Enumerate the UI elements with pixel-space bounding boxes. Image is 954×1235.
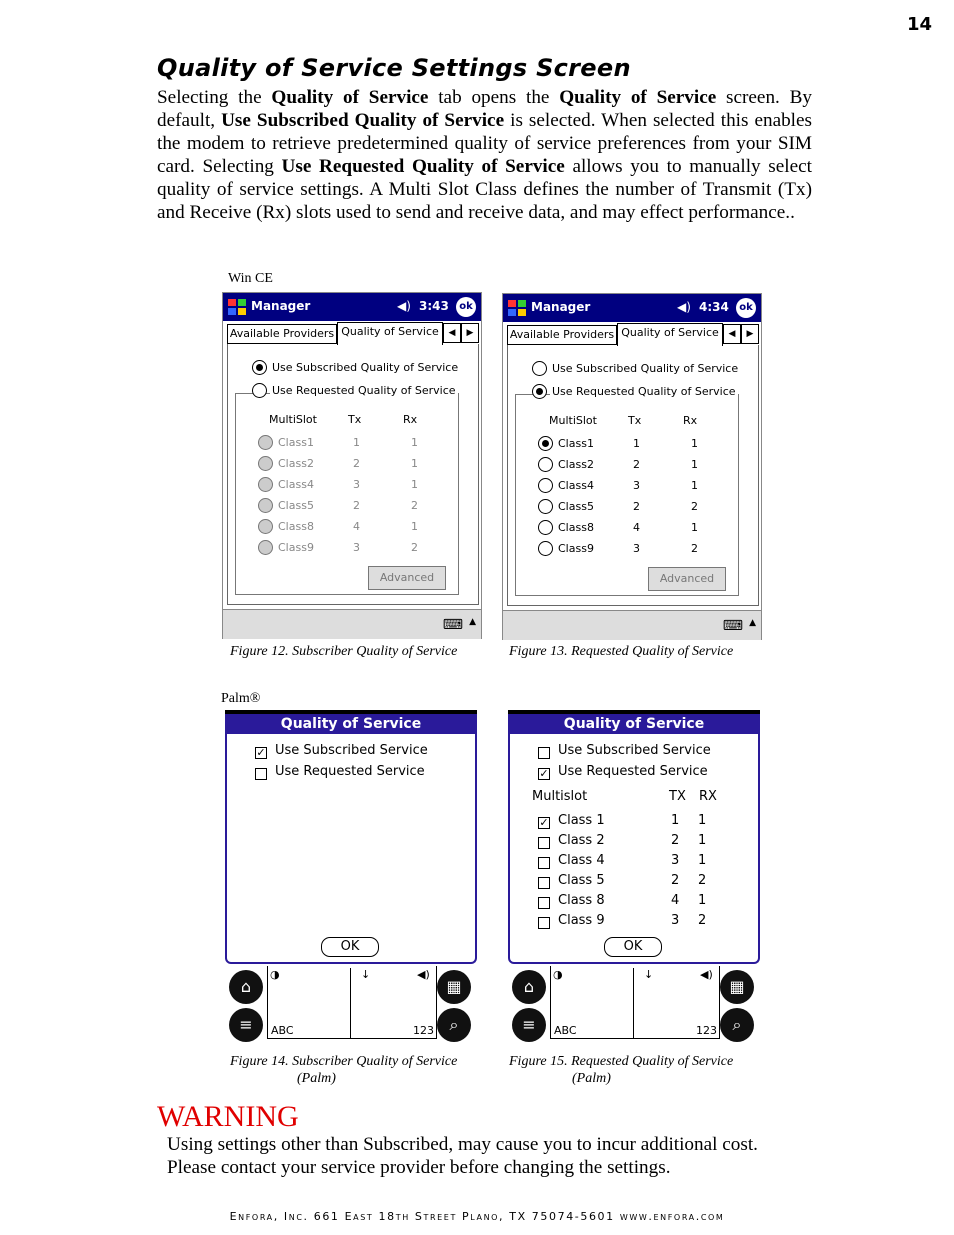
class-rx: 1 <box>691 479 698 492</box>
calculator-icon[interactable]: ▦ <box>720 970 754 1004</box>
requested-radio[interactable] <box>532 384 547 399</box>
class-name: Class5 <box>278 499 314 512</box>
palm-label: Palm® <box>221 691 261 706</box>
graffiti-divider <box>633 968 634 1038</box>
class-rx: 1 <box>691 521 698 534</box>
class-rx: 2 <box>698 913 707 928</box>
palm-title: Quality of Service <box>508 714 760 734</box>
figure-14-caption: Figure 14. Subscriber Quality of Service <box>230 1054 458 1069</box>
multislot-header: MultiSlot <box>269 413 317 426</box>
class-rx: 1 <box>698 833 707 848</box>
speaker-icon[interactable]: ◀) <box>700 968 713 981</box>
class-radio <box>258 540 273 555</box>
down-arrow-icon[interactable]: ↓ <box>644 968 654 981</box>
requested-label: Use Requested Quality of Service <box>552 385 736 398</box>
class-tx: 3 <box>671 853 680 868</box>
class-tx: 2 <box>353 457 360 470</box>
warning-text <box>167 1133 758 1179</box>
class-rx: 1 <box>698 893 707 908</box>
speaker-icon[interactable]: ◀) <box>397 299 411 313</box>
class-tx: 2 <box>671 833 680 848</box>
tx-header: TX <box>669 789 686 804</box>
class-rx: 1 <box>411 520 418 533</box>
class-name: Class 8 <box>558 893 605 908</box>
class-checkbox[interactable] <box>538 897 550 909</box>
class-rx: 1 <box>411 436 418 449</box>
class-radio[interactable] <box>538 436 553 451</box>
ok-button[interactable]: OK <box>604 937 662 957</box>
keyboard-icon[interactable]: ⌨ <box>442 617 463 633</box>
requested-checkbox[interactable] <box>255 768 267 780</box>
tab-available-providers[interactable]: Available Providers <box>227 324 337 344</box>
class-rx: 1 <box>411 457 418 470</box>
menu-icon[interactable]: ≡ <box>229 1008 263 1042</box>
class-rx: 2 <box>691 542 698 555</box>
wince-screen-requested <box>502 293 762 640</box>
tx-header: Tx <box>628 414 642 427</box>
class-name: Class5 <box>558 500 594 513</box>
keyboard-icon[interactable]: ⌨ <box>722 618 743 634</box>
title-bar <box>223 293 481 321</box>
wince-label: Win CE <box>228 271 273 286</box>
warning-line-2: Please contact your service provider before changing the settings. <box>167 1157 671 1178</box>
multislot-header: MultiSlot <box>549 414 597 427</box>
class-tx: 1 <box>671 813 680 828</box>
class-rx: 1 <box>698 813 707 828</box>
advanced-button[interactable]: Advanced <box>368 566 446 590</box>
class-checkbox[interactable] <box>538 917 550 929</box>
tab-left-arrow[interactable]: ◀ <box>443 323 461 343</box>
command-bar <box>223 609 481 639</box>
find-icon[interactable]: ⌕ <box>437 1008 471 1042</box>
class-name: Class8 <box>558 521 594 534</box>
class-tx: 1 <box>633 437 640 450</box>
figure-13-caption: Figure 13. Requested Quality of Service <box>509 644 734 659</box>
page-number: 14 <box>906 14 932 35</box>
class-tx: 4 <box>353 520 360 533</box>
home-icon[interactable]: ⌂ <box>512 970 546 1004</box>
class-name: Class4 <box>558 479 594 492</box>
class-checkbox[interactable] <box>538 877 550 889</box>
class-tx: 3 <box>353 541 360 554</box>
subscribed-checkbox[interactable] <box>538 747 550 759</box>
windows-start-icon[interactable] <box>226 296 248 318</box>
subscribed-label: Use Subscribed Quality of Service <box>272 361 459 374</box>
class-checkbox[interactable]: ✓ <box>539 816 549 829</box>
class-rx: 2 <box>411 499 418 512</box>
requested-checkbox[interactable]: ✓ <box>539 767 549 780</box>
graffiti-area[interactable] <box>225 966 477 1042</box>
class-tx: 3 <box>633 542 640 555</box>
class-name: Class9 <box>278 541 314 554</box>
figure-15-caption-sub: (Palm) <box>572 1071 611 1086</box>
clock: 4:34 <box>699 300 729 314</box>
down-arrow-icon[interactable]: ↓ <box>361 968 371 981</box>
class-radio[interactable] <box>538 541 553 556</box>
warning-title: WARNING <box>157 1100 299 1133</box>
requested-radio[interactable] <box>252 383 267 398</box>
class-tx: 1 <box>353 436 360 449</box>
class-rx: 1 <box>698 853 707 868</box>
section-heading: Quality of Service Settings Screen <box>157 54 631 82</box>
class-name: Class2 <box>278 457 314 470</box>
class-tx: 3 <box>671 913 680 928</box>
find-icon[interactable]: ⌕ <box>720 1008 754 1042</box>
class-name: Class4 <box>278 478 314 491</box>
class-radio[interactable] <box>538 520 553 535</box>
class-tx: 2 <box>671 873 680 888</box>
ok-button[interactable]: ok <box>736 298 756 318</box>
num-label: 123 <box>413 1024 434 1037</box>
class-tx: 3 <box>633 479 640 492</box>
subscribed-checkbox[interactable]: ✓ <box>256 746 266 759</box>
class-name: Class 4 <box>558 853 605 868</box>
class-name: Class 2 <box>558 833 605 848</box>
intro-paragraph: Selecting the Quality of Service tab opens the Quality of Service screen. By default, Use Subscribed Quality of Service is selected. When selected this enables the modem to retrieve predetermined quality of service preferences from your SIM card. Selecting Use Requested Quality of Service allows you to manually select quality of service settings. A Multi Slot Class defines the number of Transmit (Tx) and Receive (Rx) slots used to send and receive data, and may effect performance.. <box>157 87 813 223</box>
ok-button[interactable]: ok <box>456 297 476 317</box>
calculator-icon[interactable]: ▦ <box>437 970 471 1004</box>
class-radio <box>258 498 273 513</box>
abc-label: ABC <box>554 1024 577 1037</box>
rx-header: Rx <box>683 414 698 427</box>
abc-label: ABC <box>271 1024 294 1037</box>
class-radio[interactable] <box>538 478 553 493</box>
class-tx: 2 <box>633 500 640 513</box>
app-title: Manager <box>531 300 591 314</box>
multislot-header: Multislot <box>532 789 588 804</box>
class-tx: 2 <box>353 499 360 512</box>
class-checkbox[interactable] <box>538 857 550 869</box>
requested-label: Use Requested Service <box>558 764 708 779</box>
rx-header: Rx <box>403 413 418 426</box>
class-checkbox[interactable] <box>538 837 550 849</box>
subscribed-label: Use Subscribed Service <box>558 743 711 758</box>
class-name: Class8 <box>278 520 314 533</box>
class-name: Class 5 <box>558 873 605 888</box>
title-bar <box>503 294 761 322</box>
ok-button[interactable]: OK <box>321 937 379 957</box>
class-tx: 3 <box>353 478 360 491</box>
palm-screen-requested <box>508 710 760 1050</box>
windows-start-icon[interactable] <box>506 297 528 319</box>
subscribed-label: Use Subscribed Service <box>275 743 428 758</box>
sip-up-arrow-icon[interactable]: ▲ <box>749 618 756 628</box>
tab-right-arrow[interactable]: ▶ <box>461 323 479 343</box>
footer-address: Enfora, Inc. 661 East 18th Street Plano, TX 75074-5601 www.enfora.com <box>229 1210 725 1223</box>
class-radio <box>258 519 273 534</box>
command-bar <box>503 610 761 640</box>
class-rx: 2 <box>411 541 418 554</box>
clock: 3:43 <box>419 299 449 313</box>
subscribed-radio[interactable] <box>532 361 547 376</box>
tx-header: Tx <box>348 413 362 426</box>
class-radio[interactable] <box>538 499 553 514</box>
class-rx: 1 <box>411 478 418 491</box>
app-title: Manager <box>251 299 311 313</box>
figure-14-caption-sub: (Palm) <box>297 1071 336 1086</box>
palm-screen-subscribed <box>225 710 477 1050</box>
requested-label: Use Requested Service <box>275 764 425 779</box>
sip-up-arrow-icon[interactable]: ▲ <box>469 617 476 627</box>
graffiti-area[interactable] <box>508 966 760 1042</box>
class-radio <box>258 435 273 450</box>
class-rx: 2 <box>698 873 707 888</box>
class-tx: 4 <box>633 521 640 534</box>
class-name: Class 9 <box>558 913 605 928</box>
class-name: Class1 <box>558 437 594 450</box>
class-name: Class9 <box>558 542 594 555</box>
num-label: 123 <box>696 1024 717 1037</box>
class-tx: 2 <box>633 458 640 471</box>
class-tx: 4 <box>671 893 680 908</box>
class-name: Class2 <box>558 458 594 471</box>
contrast-icon[interactable]: ◑ <box>270 968 280 981</box>
subscribed-radio[interactable] <box>252 360 267 375</box>
requested-label: Use Requested Quality of Service <box>272 384 456 397</box>
class-rx: 1 <box>691 458 698 471</box>
subscribed-label: Use Subscribed Quality of Service <box>552 362 739 375</box>
figure-12-caption: Figure 12. Subscriber Quality of Service <box>230 644 458 659</box>
class-radio <box>258 456 273 471</box>
graffiti-divider <box>350 968 351 1038</box>
tab-available-providers[interactable]: Available Providers <box>507 325 617 345</box>
tab-quality-of-service[interactable]: Quality of Service <box>337 322 443 345</box>
palm-title: Quality of Service <box>225 714 477 734</box>
class-rx: 2 <box>691 500 698 513</box>
figure-15-caption: Figure 15. Requested Quality of Service <box>509 1054 734 1069</box>
class-radio <box>258 477 273 492</box>
warning-line-1: Using settings other than Subscribed, may cause you to incur additional cost. <box>167 1134 758 1155</box>
class-radio[interactable] <box>538 457 553 472</box>
class-name: Class1 <box>278 436 314 449</box>
tab-left-arrow[interactable]: ◀ <box>723 324 741 344</box>
menu-icon[interactable]: ≡ <box>512 1008 546 1042</box>
contrast-icon[interactable]: ◑ <box>553 968 563 981</box>
tab-quality-of-service[interactable]: Quality of Service <box>617 323 723 346</box>
speaker-icon[interactable]: ◀) <box>417 968 430 981</box>
class-rx: 1 <box>691 437 698 450</box>
advanced-button[interactable]: Advanced <box>648 567 726 591</box>
home-icon[interactable]: ⌂ <box>229 970 263 1004</box>
class-name: Class 1 <box>558 813 605 828</box>
rx-header: RX <box>699 789 717 804</box>
tab-right-arrow[interactable]: ▶ <box>741 324 759 344</box>
speaker-icon[interactable]: ◀) <box>677 300 691 314</box>
wince-screen-subscribed <box>222 292 482 639</box>
